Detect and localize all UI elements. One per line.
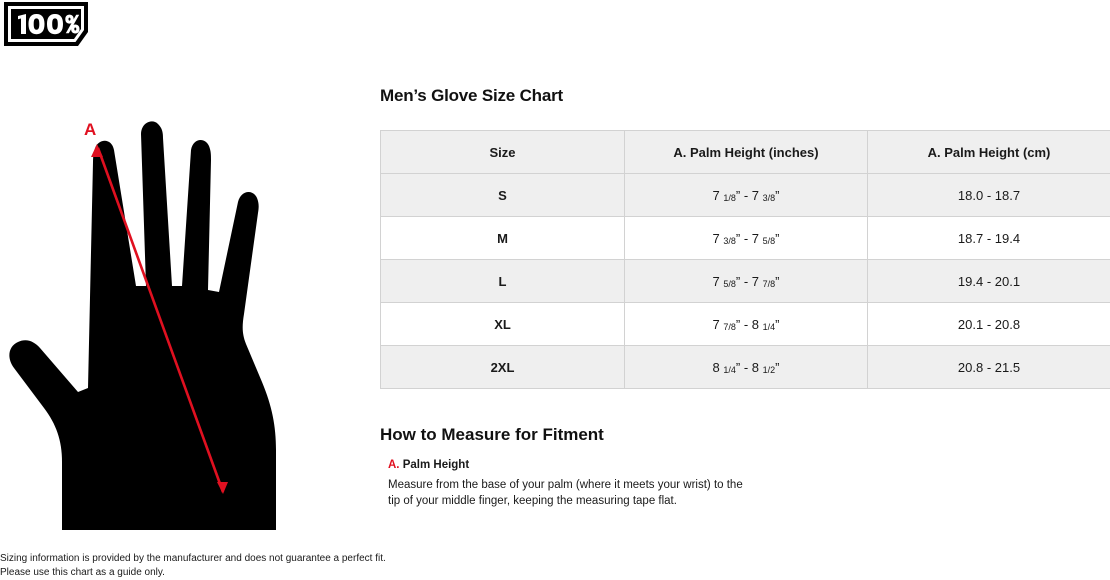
table-header-row — [381, 131, 1110, 174]
table-row — [381, 346, 1110, 389]
howto-description-line-2: tip of your middle finger, keeping the measuring tape flat. — [388, 493, 788, 509]
inches-fraction-2: 3/8 — [763, 193, 776, 203]
cell-cm: 19.4 - 20.1 — [868, 260, 1110, 303]
inches-whole-1: 7 — [713, 231, 720, 246]
inches-end: ” — [775, 317, 779, 332]
page-title: Men’s Glove Size Chart — [380, 86, 1110, 106]
inches-middle: ” - 7 — [736, 274, 759, 289]
column-header-size: Size — [381, 131, 625, 174]
inches-whole-1: 7 — [713, 317, 720, 332]
inches-middle: ” - 8 — [736, 360, 759, 375]
inches-middle: ” - 8 — [736, 317, 759, 332]
size-chart-content — [380, 86, 1110, 509]
brand-logo — [0, 0, 92, 52]
cell-size: M — [381, 217, 625, 260]
cell-inches — [625, 174, 868, 217]
inches-fraction-1: 7/8 — [723, 322, 736, 332]
inches-fraction-1: 3/8 — [723, 236, 736, 246]
inches-middle: ” - 7 — [736, 188, 759, 203]
footer-line-1: Sizing information is provided by the manufacturer and does not guarantee a perfect fit. — [0, 552, 386, 566]
inches-end: ” — [775, 188, 779, 203]
inches-fraction-1: 1/8 — [723, 193, 736, 203]
cell-size: XL — [381, 303, 625, 346]
howto-title: How to Measure for Fitment — [380, 425, 1110, 445]
howto-description-line-1: Measure from the base of your palm (where it meets your wrist) to the — [388, 477, 788, 493]
table-row — [381, 174, 1110, 217]
inches-fraction-1: 5/8 — [723, 279, 736, 289]
inches-end: ” — [775, 231, 779, 246]
column-header-palm-height-inches: A. Palm Height (inches) — [625, 131, 868, 174]
column-header-palm-height-cm: A. Palm Height (cm) — [868, 131, 1110, 174]
inches-fraction-2: 1/2 — [763, 365, 776, 375]
cell-inches — [625, 217, 868, 260]
table-row — [381, 260, 1110, 303]
cell-inches — [625, 346, 868, 389]
inches-end: ” — [775, 360, 779, 375]
table-row — [381, 303, 1110, 346]
inches-fraction-1: 1/4 — [723, 365, 736, 375]
size-chart-table — [380, 130, 1110, 389]
howto-description — [388, 477, 788, 509]
footer-line-2: Please use this chart as a guide only. — [0, 566, 386, 580]
cell-cm: 18.0 - 18.7 — [868, 174, 1110, 217]
measurement-label-a: A — [84, 120, 96, 140]
glove-measurement-illustration — [0, 110, 360, 530]
cell-cm: 20.8 - 21.5 — [868, 346, 1110, 389]
cell-size: L — [381, 260, 625, 303]
cell-inches — [625, 303, 868, 346]
inches-whole-1: 7 — [713, 274, 720, 289]
inches-end: ” — [775, 274, 779, 289]
cell-cm: 18.7 - 19.4 — [868, 217, 1110, 260]
howto-item-label: Palm Height — [403, 459, 469, 471]
howto-item-heading — [388, 459, 1110, 471]
table-row — [381, 217, 1110, 260]
inches-fraction-2: 7/8 — [763, 279, 776, 289]
logo-100-icon — [0, 0, 92, 52]
cell-size: 2XL — [381, 346, 625, 389]
inches-whole-1: 7 — [713, 188, 720, 203]
footer-disclaimer — [0, 552, 386, 580]
cell-size: S — [381, 174, 625, 217]
cell-cm: 20.1 - 20.8 — [868, 303, 1110, 346]
cell-inches — [625, 260, 868, 303]
inches-middle: ” - 7 — [736, 231, 759, 246]
inches-fraction-2: 1/4 — [763, 322, 776, 332]
hand-silhouette-icon — [0, 110, 360, 530]
inches-fraction-2: 5/8 — [763, 236, 776, 246]
howto-item-letter: A. — [388, 459, 400, 471]
inches-whole-1: 8 — [713, 360, 720, 375]
